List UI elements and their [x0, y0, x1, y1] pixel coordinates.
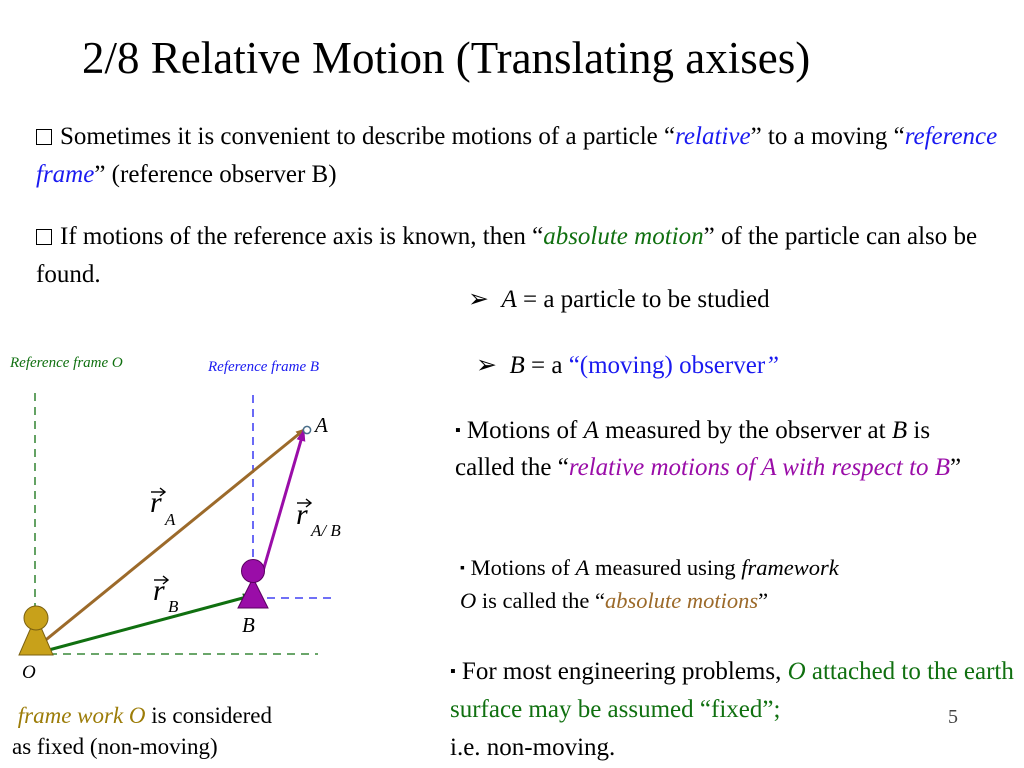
point1-text-d: ” [950, 454, 962, 481]
label-b: B [242, 613, 255, 637]
definition-a [468, 284, 770, 314]
square-bullet-icon: ▪ [450, 663, 456, 680]
svg-text:A/ B: A/ B [311, 521, 341, 540]
vector-r-b [45, 595, 254, 651]
square-bullet-icon: ▪ [460, 561, 465, 576]
observer-b-head-icon [242, 560, 265, 583]
def-a-var: A [501, 286, 517, 313]
point-absolute-motions [460, 552, 980, 617]
point2-text-c: is called the “ [476, 588, 605, 613]
para1-text-c: ” (reference observer B) [94, 161, 337, 188]
slide-title: 2/8 Relative Motion (Translating axises) [82, 33, 811, 83]
point2-text-d: ” [758, 588, 769, 613]
point3-var-o: O [787, 658, 806, 685]
svg-text:A: A [165, 510, 176, 529]
point-relative-motions [455, 412, 995, 486]
point3-text-a: For most engineering problems, [455, 658, 788, 685]
para2-em-absolute-motion: absolute motion [543, 223, 704, 250]
framework-note-text-b: as fixed (non-moving) [12, 734, 218, 759]
vector-label-r-b [153, 574, 179, 616]
point-fixed-frame [450, 653, 1020, 767]
point2-var-a: A [575, 555, 590, 580]
svg-text:r: r [150, 486, 162, 519]
svg-text:r: r [153, 574, 165, 607]
point3-text-b: attached to the earth surface may be assumed “fixed”; [450, 658, 1014, 723]
point1-text-c: is called the “ [455, 417, 931, 481]
point1-text-a: Motions of [460, 417, 584, 444]
particle-a-icon [303, 426, 310, 433]
page-number: 5 [948, 706, 958, 728]
def-b-highlight: “(moving) observer [568, 352, 766, 379]
label-reference-frame-o: Reference frame O [10, 355, 123, 371]
para1-em-reference-frame: reference frame [36, 123, 998, 188]
point1-var-b: B [891, 417, 908, 444]
observer-o-head-icon [24, 606, 48, 630]
label-reference-frame-b: Reference frame B [208, 359, 320, 375]
checkbox-bullet-icon [36, 129, 52, 145]
vector-label-r-a [150, 486, 176, 529]
svg-text:B: B [168, 597, 179, 616]
def-b-text: = a [524, 352, 569, 379]
vector-label-r-a-over-b [296, 498, 341, 540]
relative-motion-diagram [0, 380, 380, 690]
point1-text-b: measured by the observer at [598, 417, 892, 444]
label-a: A [315, 413, 328, 437]
def-a-text: = a particle to be studied [516, 286, 770, 313]
arrow-bullet-icon: ➢ [476, 352, 497, 379]
para1-text-b: ” to a moving “ [750, 123, 905, 150]
point3-text-c: i.e. non-moving. [450, 734, 616, 761]
para1-text-a: Sometimes it is convenient to describe motions of a particle “ [60, 123, 676, 150]
checkbox-bullet-icon [36, 229, 52, 245]
point2-em-absolute: absolute motions [604, 588, 759, 613]
para2-text-a: If motions of the reference axis is known, then “ [60, 223, 544, 250]
svg-text:r: r [296, 498, 308, 531]
paragraph-relative-motion [36, 118, 1011, 194]
def-b-var: B [509, 352, 525, 379]
arrow-bullet-icon: ➢ [468, 286, 489, 313]
paragraph-absolute-motion [36, 218, 1011, 294]
point2-text-a: Motions of [464, 555, 576, 580]
point1-em-relative: relative motions of A with respect to B [568, 454, 951, 481]
point2-text-b: measured using [589, 555, 742, 580]
framework-note [12, 700, 272, 762]
definition-b [476, 350, 779, 380]
def-b-close-quote: ” [765, 352, 780, 379]
para2-text-b: ” of the particle can also be found. [36, 223, 978, 288]
square-bullet-icon: ▪ [455, 422, 461, 439]
framework-note-em: frame work O [17, 703, 146, 728]
point2-em-framework: framework [741, 555, 839, 580]
framework-note-text-a: is considered [145, 703, 272, 728]
point2-var-o: O [460, 588, 477, 613]
point1-var-a: A [583, 417, 599, 444]
para1-em-relative: relative [675, 123, 751, 150]
label-o: O [22, 662, 36, 683]
